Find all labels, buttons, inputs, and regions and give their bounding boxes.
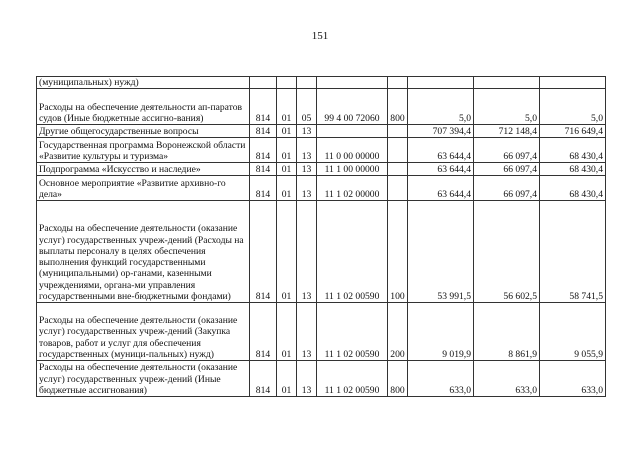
row-amount-year-2: 66 097,4 [474, 163, 540, 176]
row-amount-year-1: 633,0 [408, 361, 474, 397]
row-amount-year-1: 63 644,4 [408, 176, 474, 201]
row-section-code: 01 [277, 125, 297, 138]
row-target-article: 11 1 02 00590 [317, 361, 388, 397]
row-subsection-code: 13 [297, 163, 317, 176]
table-row [37, 89, 606, 125]
row-amount-year-1: 707 394,4 [408, 125, 474, 138]
budget-table [36, 76, 606, 397]
row-admin-code: 814 [250, 89, 277, 125]
row-amount-year-1: 63 644,4 [408, 138, 474, 163]
row-expense-type [388, 163, 408, 176]
row-description: Основное мероприятие «Развитие архивно-го дела» [37, 176, 250, 201]
table-row [37, 361, 606, 397]
row-target-article: 11 1 02 00000 [317, 176, 388, 201]
page-number: 151 [311, 30, 329, 42]
row-section-code: 01 [277, 138, 297, 163]
row-amount-year-2: 712 148,4 [474, 125, 540, 138]
row-description: Расходы на обеспечение деятельности ап-паратов судов (Иные бюджетные ассигно-вания) [37, 89, 250, 125]
row-target-article [317, 77, 388, 89]
row-description: Расходы на обеспечение деятельности (оказание услуг) государственных учреж-дений (Иные бюджетные ассигнования) [37, 361, 250, 397]
row-section-code: 01 [277, 89, 297, 125]
table-row [37, 138, 606, 163]
row-amount-year-2: 56 602,5 [474, 201, 540, 303]
row-description: Другие общегосударственные вопросы [37, 125, 250, 138]
row-expense-type [388, 125, 408, 138]
row-section-code: 01 [277, 361, 297, 397]
row-amount-year-1: 63 644,4 [408, 163, 474, 176]
row-subsection-code: 13 [297, 125, 317, 138]
table-row [37, 303, 606, 361]
row-subsection-code [297, 77, 317, 89]
row-section-code: 01 [277, 201, 297, 303]
row-expense-type [388, 176, 408, 201]
row-target-article: 11 1 00 00000 [317, 163, 388, 176]
row-amount-year-3: 716 649,4 [540, 125, 606, 138]
row-expense-type: 800 [388, 89, 408, 125]
row-admin-code [250, 77, 277, 89]
row-target-article: 11 0 00 00000 [317, 138, 388, 163]
table-row [37, 125, 606, 138]
row-amount-year-2: 66 097,4 [474, 138, 540, 163]
row-target-article: 11 1 02 00590 [317, 303, 388, 361]
row-subsection-code: 13 [297, 138, 317, 163]
row-amount-year-2 [474, 77, 540, 89]
row-description: (муниципальных) нужд) [37, 77, 250, 89]
row-amount-year-3: 68 430,4 [540, 163, 606, 176]
row-amount-year-1 [408, 77, 474, 89]
row-admin-code: 814 [250, 201, 277, 303]
table-row [37, 176, 606, 201]
table-row [37, 201, 606, 303]
row-amount-year-3: 58 741,5 [540, 201, 606, 303]
row-admin-code: 814 [250, 176, 277, 201]
table-row [37, 77, 606, 89]
row-expense-type: 800 [388, 361, 408, 397]
row-section-code: 01 [277, 303, 297, 361]
row-amount-year-2: 66 097,4 [474, 176, 540, 201]
row-amount-year-3 [540, 77, 606, 89]
row-target-article: 11 1 02 00590 [317, 201, 388, 303]
row-subsection-code: 13 [297, 201, 317, 303]
row-amount-year-3: 5,0 [540, 89, 606, 125]
row-admin-code: 814 [250, 163, 277, 176]
row-amount-year-3: 68 430,4 [540, 138, 606, 163]
row-subsection-code: 05 [297, 89, 317, 125]
row-target-article [317, 125, 388, 138]
row-description: Расходы на обеспечение деятельности (оказание услуг) государственных учреж-дений (Расходы на выплаты персоналу в целях обеспечения выполнения функций государственными (муниципальными) ор-ганами, казенными учреждениями, органа-ми управления государственными вне-бюджетными фондами) [37, 201, 250, 303]
row-expense-type: 100 [388, 201, 408, 303]
row-admin-code: 814 [250, 361, 277, 397]
row-section-code [277, 77, 297, 89]
row-subsection-code: 13 [297, 303, 317, 361]
row-section-code: 01 [277, 163, 297, 176]
row-amount-year-1: 5,0 [408, 89, 474, 125]
row-amount-year-1: 53 991,5 [408, 201, 474, 303]
row-expense-type: 200 [388, 303, 408, 361]
row-amount-year-3: 633,0 [540, 361, 606, 397]
table-row [37, 163, 606, 176]
row-description: Государственная программа Воронежской области «Развитие культуры и туризма» [37, 138, 250, 163]
row-amount-year-3: 9 055,9 [540, 303, 606, 361]
row-expense-type [388, 77, 408, 89]
row-amount-year-3: 68 430,4 [540, 176, 606, 201]
row-section-code: 01 [277, 176, 297, 201]
row-amount-year-2: 8 861,9 [474, 303, 540, 361]
row-admin-code: 814 [250, 125, 277, 138]
row-subsection-code: 13 [297, 176, 317, 201]
row-expense-type [388, 138, 408, 163]
row-amount-year-1: 9 019,9 [408, 303, 474, 361]
row-description: Подпрограмма «Искусство и наследие» [37, 163, 250, 176]
row-subsection-code: 13 [297, 361, 317, 397]
row-target-article: 99 4 00 72060 [317, 89, 388, 125]
row-admin-code: 814 [250, 138, 277, 163]
row-amount-year-2: 5,0 [474, 89, 540, 125]
row-admin-code: 814 [250, 303, 277, 361]
row-description: Расходы на обеспечение деятельности (оказание услуг) государственных учреж-дений (Закупка товаров, работ и услуг для обеспечения государственных (муници-пальных) нужд) [37, 303, 250, 361]
row-amount-year-2: 633,0 [474, 361, 540, 397]
